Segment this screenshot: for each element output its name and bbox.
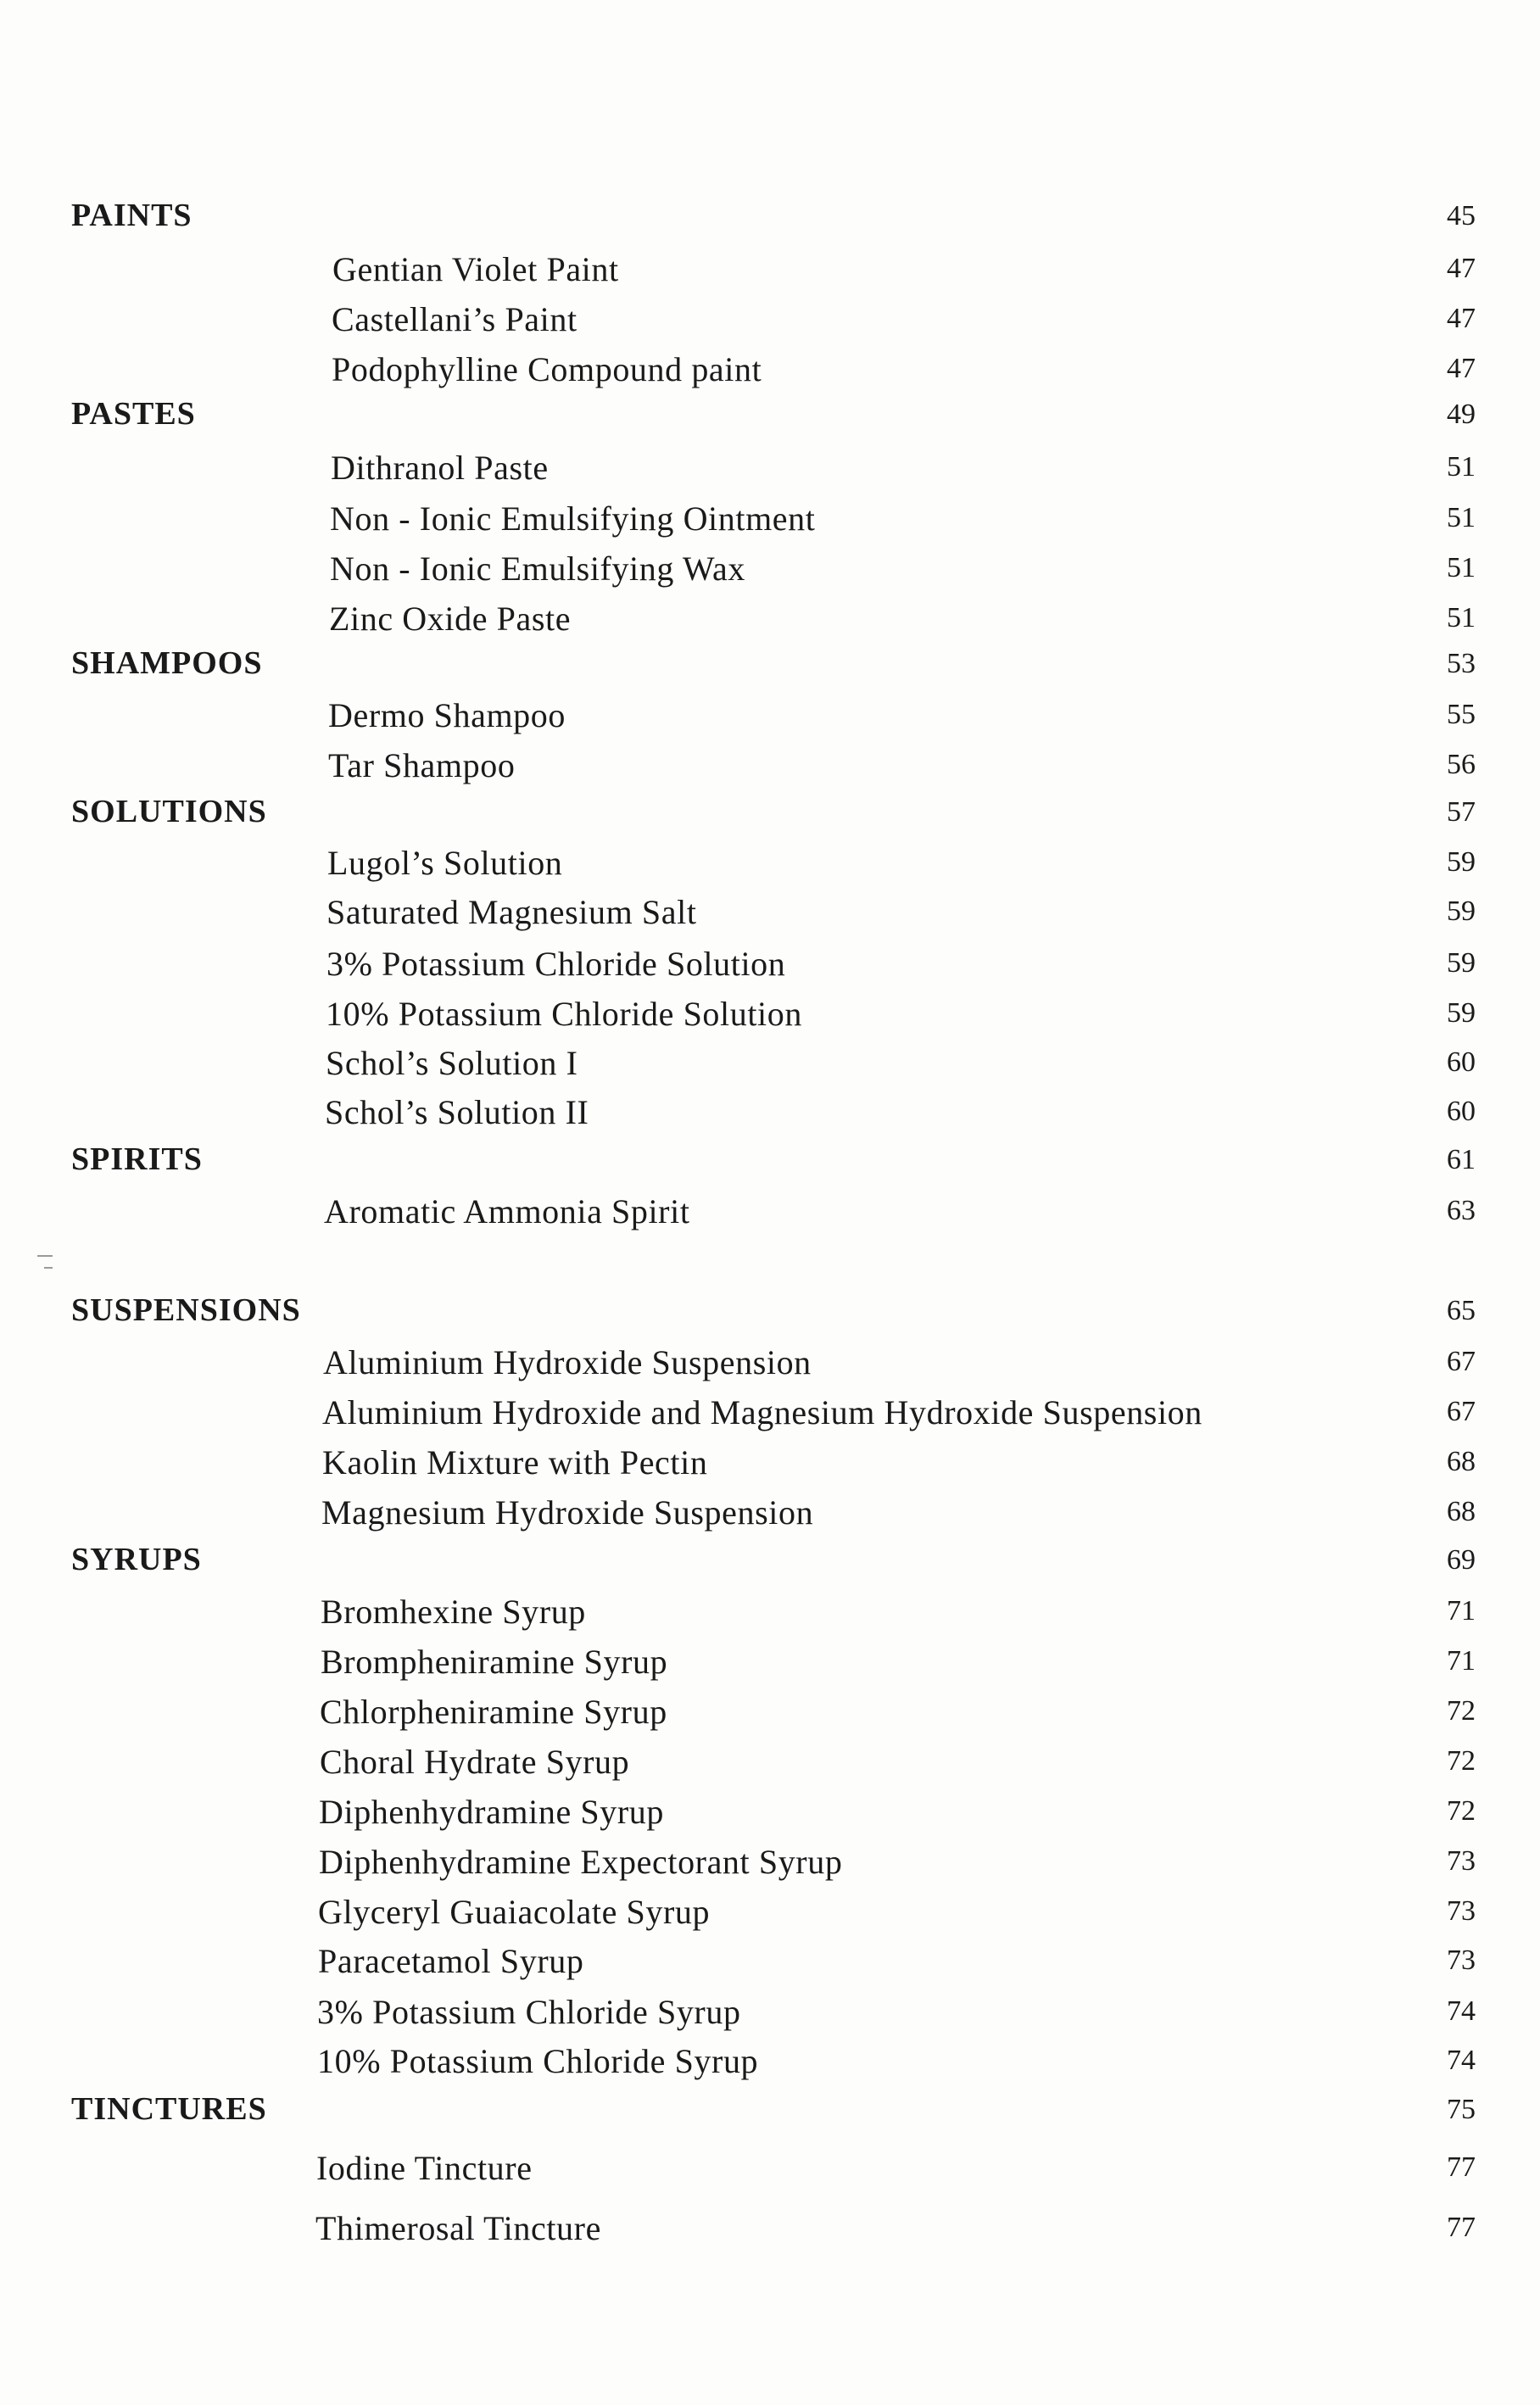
toc-entry-title: Gentian Violet Paint xyxy=(332,250,619,288)
section-heading: SOLUTIONS xyxy=(71,794,267,829)
section-heading: SYRUPS xyxy=(71,1542,202,1577)
toc-entry-title: Non - Ionic Emulsifying Ointment xyxy=(330,499,816,538)
toc-entry-title: Diphenhydramine Expectorant Syrup xyxy=(319,1843,843,1881)
toc-entry-title: Chlorpheniramine Syrup xyxy=(320,1693,667,1731)
section-heading: TINCTURES xyxy=(71,2091,267,2127)
toc-entry-title: Magnesium Hydroxide Suspension xyxy=(321,1493,814,1532)
section-page-number: 75 xyxy=(1447,2094,1476,2125)
toc-entry-title: Saturated Magnesium Salt xyxy=(326,893,697,931)
toc-entry-page-number: 51 xyxy=(1447,451,1476,483)
toc-entry-title: Dermo Shampoo xyxy=(328,696,566,734)
toc-entry-page-number: 59 xyxy=(1447,947,1476,979)
toc-entry-title: Diphenhydramine Syrup xyxy=(319,1793,664,1831)
toc-entry-page-number: 68 xyxy=(1447,1496,1476,1527)
toc-entry-page-number: 71 xyxy=(1447,1645,1476,1677)
toc-entry-page-number: 51 xyxy=(1447,602,1476,633)
scan-speck xyxy=(37,1255,53,1257)
toc-entry-page-number: 72 xyxy=(1447,1795,1476,1827)
toc-entry-page-number: 71 xyxy=(1447,1595,1476,1627)
section-heading: SHAMPOOS xyxy=(71,645,263,681)
toc-entry-page-number: 60 xyxy=(1447,1096,1476,1127)
toc-entry-title: Dithranol Paste xyxy=(331,449,549,487)
toc-entry-page-number: 73 xyxy=(1447,1945,1476,1976)
section-page-number: 49 xyxy=(1447,399,1476,430)
toc-entry-title: Aluminium Hydroxide and Magnesium Hydroxide Suspension xyxy=(322,1393,1202,1431)
section-heading: PASTES xyxy=(71,396,196,432)
toc-entry-page-number: 72 xyxy=(1447,1745,1476,1777)
toc-entry-title: Aluminium Hydroxide Suspension xyxy=(323,1343,812,1381)
toc-entry-page-number: 51 xyxy=(1447,502,1476,533)
toc-entry-page-number: 68 xyxy=(1447,1446,1476,1477)
toc-entry-page-number: 47 xyxy=(1447,303,1476,334)
toc-entry-page-number: 47 xyxy=(1447,253,1476,284)
toc-entry-page-number: 63 xyxy=(1447,1195,1476,1226)
toc-entry-page-number: 67 xyxy=(1447,1396,1476,1427)
toc-entry-page-number: 67 xyxy=(1447,1346,1476,1377)
section-page-number: 45 xyxy=(1447,200,1476,232)
section-page-number: 65 xyxy=(1447,1295,1476,1326)
toc-entry-title: Brompheniramine Syrup xyxy=(321,1643,668,1681)
toc-entry-title: 10% Potassium Chloride Syrup xyxy=(317,2042,759,2080)
toc-entry-page-number: 77 xyxy=(1447,2151,1476,2183)
toc-entry-title: 3% Potassium Chloride Solution xyxy=(326,945,786,983)
toc-entry-title: Paracetamol Syrup xyxy=(318,1942,584,1980)
toc-entry-page-number: 47 xyxy=(1447,353,1476,384)
toc-entry-title: Tar Shampoo xyxy=(328,746,516,784)
toc-entry-title: Bromhexine Syrup xyxy=(321,1593,586,1631)
toc-entry-title: Kaolin Mixture with Pectin xyxy=(322,1443,708,1482)
toc-entry-title: 3% Potassium Chloride Syrup xyxy=(317,1993,741,2031)
toc-entry-page-number: 72 xyxy=(1447,1695,1476,1727)
toc-entry-page-number: 51 xyxy=(1447,552,1476,583)
section-heading: PAINTS xyxy=(71,198,192,233)
toc-entry-page-number: 59 xyxy=(1447,896,1476,927)
toc-entry-title: Choral Hydrate Syrup xyxy=(320,1743,630,1781)
toc-entry-page-number: 59 xyxy=(1447,997,1476,1029)
toc-entry-title: Iodine Tincture xyxy=(316,2149,533,2187)
section-page-number: 57 xyxy=(1447,796,1476,828)
toc-entry-title: Aromatic Ammonia Spirit xyxy=(324,1192,690,1230)
toc-entry-title: Glyceryl Guaiacolate Syrup xyxy=(318,1893,711,1931)
scan-speck xyxy=(44,1267,53,1269)
section-page-number: 69 xyxy=(1447,1544,1476,1576)
toc-entry-page-number: 73 xyxy=(1447,1845,1476,1877)
toc-entry-page-number: 56 xyxy=(1447,749,1476,780)
section-heading: SPIRITS xyxy=(71,1141,203,1177)
toc-entry-title: Castellani’s Paint xyxy=(332,300,578,338)
section-page-number: 61 xyxy=(1447,1144,1476,1175)
toc-entry-page-number: 74 xyxy=(1447,1995,1476,2027)
toc-entry-page-number: 74 xyxy=(1447,2045,1476,2076)
toc-entry-title: Zinc Oxide Paste xyxy=(329,600,572,638)
toc-entry-page-number: 60 xyxy=(1447,1046,1476,1078)
toc-entry-page-number: 77 xyxy=(1447,2212,1476,2243)
toc-entry-page-number: 73 xyxy=(1447,1895,1476,1927)
toc-entry-title: 10% Potassium Chloride Solution xyxy=(326,995,802,1033)
section-heading: SUSPENSIONS xyxy=(71,1292,301,1328)
toc-entry-page-number: 55 xyxy=(1447,699,1476,730)
toc-entry-title: Lugol’s Solution xyxy=(327,844,563,882)
toc-entry-title: Schol’s Solution I xyxy=(326,1044,578,1082)
toc-entry-title: Thimerosal Tincture xyxy=(315,2209,601,2247)
toc-entry-page-number: 59 xyxy=(1447,846,1476,878)
toc-entry-title: Podophylline Compound paint xyxy=(332,350,762,388)
toc-entry-title: Non - Ionic Emulsifying Wax xyxy=(330,550,745,588)
toc-entry-title: Schol’s Solution II xyxy=(325,1093,589,1131)
section-page-number: 53 xyxy=(1447,648,1476,679)
